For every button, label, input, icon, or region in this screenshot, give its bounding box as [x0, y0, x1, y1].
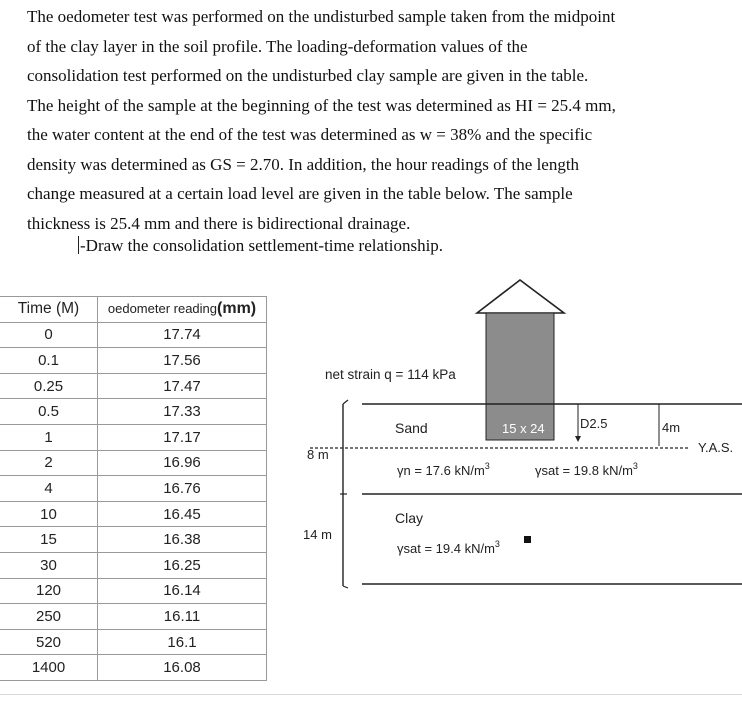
reading-cell: 16.38 — [98, 527, 267, 553]
text-cursor — [78, 236, 79, 254]
bottom-divider — [0, 694, 742, 695]
statement-line: consolidation test performed on the undisturbed clay sample are given in the table. — [27, 66, 589, 85]
table-row — [0, 348, 267, 374]
reading-cell: 16.25 — [98, 552, 267, 578]
time-cell: 2 — [0, 450, 98, 476]
water-table-label: Y.A.S. — [698, 440, 734, 455]
gamma-sat-symbol: γsat = — [535, 463, 574, 478]
cube-superscript: 3 — [484, 461, 490, 471]
time-cell: 0 — [0, 322, 98, 348]
foundation-size: 15 x 24 — [502, 421, 545, 436]
cube-superscript: 3 — [494, 539, 500, 549]
statement-line: change measured at a certain load level are given in the table below. The sample — [27, 184, 573, 203]
table-row — [0, 655, 267, 681]
table-row — [0, 527, 267, 553]
table-row — [0, 552, 267, 578]
statement-line: The height of the sample at the beginning of the test was determined as HI = 25.4 mm, — [27, 95, 616, 115]
reading-cell: 17.17 — [98, 424, 267, 450]
table-row — [0, 424, 267, 450]
reading-cell: 16.11 — [98, 604, 267, 630]
statement-line: thickness is 25.4 mm and there is bidirectional drainage. — [27, 213, 411, 233]
depth-value: 2.5 — [589, 416, 608, 431]
reading-cell: 16.45 — [98, 501, 267, 527]
sand-thickness: 8 m — [307, 447, 329, 462]
header-reading-label: oedometer reading — [107, 301, 218, 317]
table-row — [0, 322, 267, 348]
sample-point-marker — [524, 536, 531, 543]
table-header-row — [0, 297, 267, 323]
table-row — [0, 476, 267, 502]
reading-cell: 16.1 — [98, 629, 267, 655]
time-cell: 1 — [0, 424, 98, 450]
net-strain-label — [325, 367, 456, 382]
thickness-bar-tick-bottom — [343, 586, 348, 588]
thickness-bar-tick-top — [343, 400, 348, 404]
water-depth: 4m — [662, 420, 681, 435]
reading-cell: 16.96 — [98, 450, 267, 476]
sand-gamma-sat — [535, 461, 638, 478]
depth-label — [580, 416, 607, 431]
time-cell: 1400 — [0, 655, 98, 681]
reading-cell: 16.76 — [98, 476, 267, 502]
time-cell: 520 — [0, 629, 98, 655]
net-strain-text: net strain q = — [325, 367, 408, 382]
sand-gamma-n — [397, 461, 490, 478]
building-roof — [477, 280, 564, 313]
gamma-n-symbol: γn = — [397, 463, 426, 478]
reading-cell: 17.47 — [98, 373, 267, 399]
header-time: Time (M) — [0, 297, 98, 323]
cube-superscript: 3 — [632, 461, 638, 471]
table-row — [0, 604, 267, 630]
time-cell: 4 — [0, 476, 98, 502]
time-cell: 0.25 — [0, 373, 98, 399]
table-row — [0, 629, 267, 655]
time-cell: 0.5 — [0, 399, 98, 425]
reading-cell: 16.08 — [98, 655, 267, 681]
table-row — [0, 450, 267, 476]
problem-statement — [27, 2, 727, 238]
sand-label: Sand — [395, 420, 428, 436]
reading-cell: 17.56 — [98, 348, 267, 374]
table-row — [0, 373, 267, 399]
oedometer-table — [0, 296, 267, 681]
time-cell: 120 — [0, 578, 98, 604]
clay-gamma-sat — [397, 539, 500, 556]
statement-line: The oedometer test was performed on the undisturbed sample taken from the midpoint — [27, 7, 616, 26]
header-reading — [98, 297, 267, 323]
gamma-n-value: 17.6 kN/m — [425, 463, 485, 478]
time-cell: 30 — [0, 552, 98, 578]
statement-line: density was determined as GS = 2.70. In addition, the hour readings of the length — [27, 154, 580, 174]
net-strain-value: 114 kPa — [407, 367, 456, 382]
table-row — [0, 399, 267, 425]
reading-cell: 16.14 — [98, 578, 267, 604]
time-cell: 250 — [0, 604, 98, 630]
depth-symbol: D — [580, 416, 590, 431]
time-cell: 10 — [0, 501, 98, 527]
time-cell: 15 — [0, 527, 98, 553]
clay-gamma-sat-value: 19.4 kN/m — [435, 541, 495, 556]
soil-profile-diagram — [290, 270, 742, 600]
reading-cell: 17.33 — [98, 399, 267, 425]
statement-line: the water content at the end of the test was determined as w = 38% and the specific — [27, 125, 593, 144]
task-text: -Draw the consolidation settlement-time relationship. — [80, 236, 444, 255]
reading-cell: 17.74 — [98, 322, 267, 348]
table-row — [0, 501, 267, 527]
clay-thickness: 14 m — [303, 527, 332, 542]
clay-gamma-sat-symbol: γsat = — [397, 541, 436, 556]
task-line[interactable] — [78, 236, 443, 256]
gamma-sat-value: 19.8 kN/m — [573, 463, 633, 478]
depth-arrow-head — [575, 436, 581, 442]
header-reading-unit: (mm) — [217, 300, 257, 318]
time-cell: 0.1 — [0, 348, 98, 374]
table-row — [0, 578, 267, 604]
statement-line: of the clay layer in the soil profile. The loading-deformation values of the — [27, 36, 528, 56]
clay-label: Clay — [395, 510, 424, 526]
